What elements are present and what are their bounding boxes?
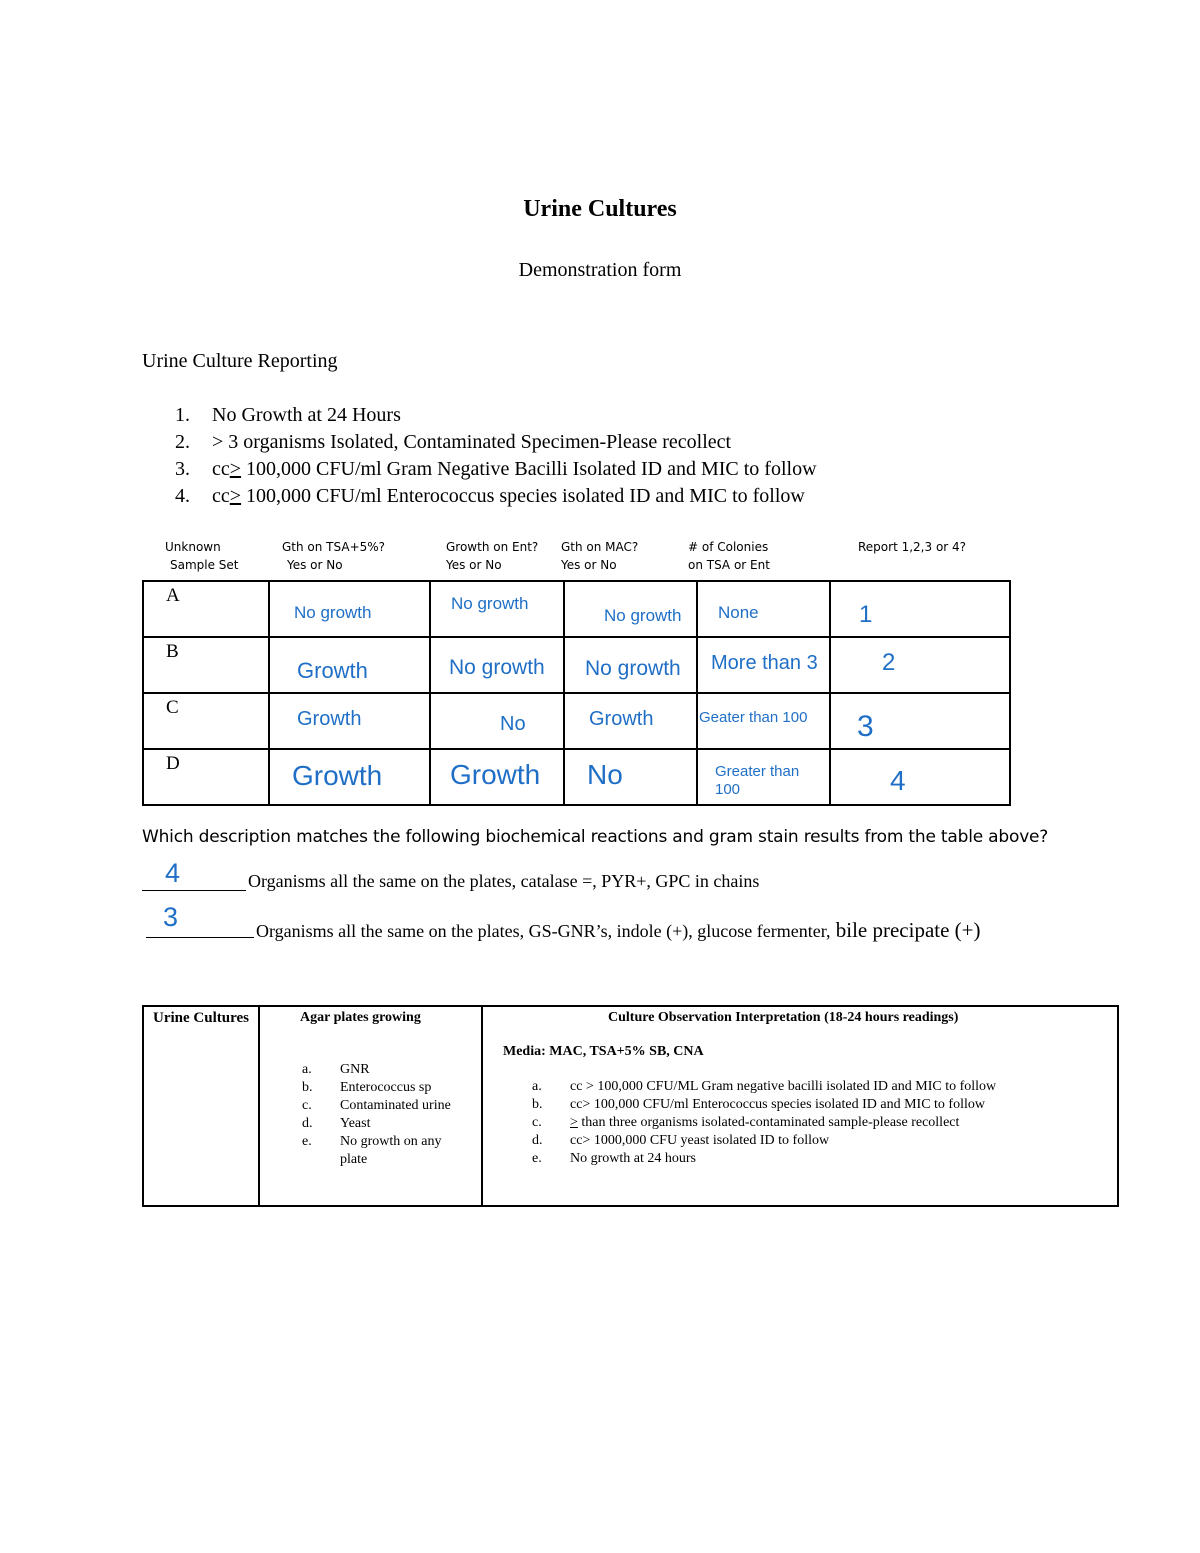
answer-description-2: Organisms all the same on the plates, GS-GNR’s, indole (+), glucose fermenter, bile precipate (+) <box>256 918 981 942</box>
key-agar-column <box>259 1006 482 1206</box>
agar-item: e. No growth on any plate <box>302 1134 442 1167</box>
agar-item: c. Contaminated urine <box>302 1098 451 1113</box>
ent-cell[interactable]: No <box>430 693 564 749</box>
key-interpretation-header: Culture Observation Interpretation (18-24 hours readings) <box>608 1010 959 1025</box>
agar-list <box>302 1061 477 1169</box>
interpretation-item: d. cc> 1000,000 CFU yeast isolated ID to follow <box>532 1133 830 1148</box>
header-gth-on-mac: Gth on MAC? Yes or No <box>561 540 639 572</box>
ent-cell[interactable]: Growth <box>430 749 564 805</box>
answer-value-1: 4 <box>165 858 181 888</box>
interpretation-key-table <box>142 1005 1119 1207</box>
mac-cell[interactable]: Growth <box>564 693 697 749</box>
reporting-codes-list <box>175 402 817 510</box>
answer-value-2: 3 <box>163 902 179 932</box>
agar-item: b. Enterococcus sp <box>302 1080 432 1095</box>
key-media: Media: MAC, TSA+5% SB, CNA <box>503 1044 704 1059</box>
key-urine-cultures-header: Urine Cultures <box>143 1006 259 1206</box>
reporting-code-item: 4. cc> 100,000 CFU/ml Enterococcus species isolated ID and MIC to follow <box>175 485 805 507</box>
sample-table <box>142 580 1011 806</box>
header-gth-on-tsa: Gth on TSA+5%? Yes or No <box>282 540 386 572</box>
interpretation-item: e. No growth at 24 hours <box>532 1151 696 1166</box>
reporting-code-item: 2. > 3 organisms Isolated, Contaminated Specimen-Please recollect <box>175 431 732 453</box>
reporting-code-item: 1. No Growth at 24 Hours <box>175 404 401 426</box>
header-report: Report 1,2,3 or 4? <box>858 540 967 554</box>
tsa-cell[interactable]: Growth <box>269 637 430 693</box>
mac-cell[interactable]: No growth <box>564 581 697 637</box>
reporting-heading: Urine Culture Reporting <box>142 350 338 372</box>
table-row <box>143 693 1010 749</box>
tsa-cell[interactable]: Growth <box>269 693 430 749</box>
row-label: D <box>143 749 269 805</box>
table-row <box>143 581 1010 637</box>
reporting-code-item: 3. cc> 100,000 CFU/ml Gram Negative Bacilli Isolated ID and MIC to follow <box>175 458 817 480</box>
tsa-cell[interactable]: No growth <box>269 581 430 637</box>
ent-cell[interactable]: No growth <box>430 581 564 637</box>
row-label: A <box>143 581 269 637</box>
interpretation-item: b. cc> 100,000 CFU/ml Enterococcus species isolated ID and MIC to follow <box>532 1097 985 1112</box>
table-row <box>143 749 1010 805</box>
key-interpretation-column <box>482 1006 1118 1206</box>
report-cell[interactable]: 3 <box>830 693 1010 749</box>
row-label: B <box>143 637 269 693</box>
colonies-cell[interactable]: More than 3 <box>697 637 830 693</box>
question-prompt: Which description matches the following biochemical reactions and gram stain results from the table above? <box>142 827 1049 847</box>
header-colonies: # of Colonies on TSA or Ent <box>688 540 770 572</box>
colonies-cell[interactable]: Greater than 100 <box>697 749 830 805</box>
page-title: Urine Cultures <box>523 196 677 222</box>
row-label: C <box>143 693 269 749</box>
colonies-cell[interactable]: Geater than 100 <box>697 693 830 749</box>
agar-item: d. Yeast <box>302 1116 371 1131</box>
colonies-cell[interactable]: None <box>697 581 830 637</box>
interpretation-item: c. > than three organisms isolated-contaminated sample-please recollect <box>532 1115 960 1130</box>
header-unknown-sample-set: Unknown Sample Set <box>165 540 239 572</box>
ent-cell[interactable]: No growth <box>430 637 564 693</box>
interpretation-item: a. cc > 100,000 CFU/ML Gram negative bacilli isolated ID and MIC to follow <box>532 1079 997 1094</box>
mac-cell[interactable]: No growth <box>564 637 697 693</box>
answer-blank-2[interactable] <box>146 937 254 938</box>
report-cell[interactable]: 4 <box>830 749 1010 805</box>
header-growth-on-ent: Growth on Ent? Yes or No <box>446 540 539 572</box>
table-row <box>143 637 1010 693</box>
agar-item: a. GNR <box>302 1062 370 1077</box>
answer-blank-1[interactable] <box>142 890 246 891</box>
answer-description-1: Organisms all the same on the plates, catalase =, PYR+, GPC in chains <box>248 871 760 891</box>
mac-cell[interactable]: No <box>564 749 697 805</box>
tsa-cell[interactable]: Growth <box>269 749 430 805</box>
report-cell[interactable]: 1 <box>830 581 1010 637</box>
key-agar-header: Agar plates growing <box>300 1010 421 1025</box>
report-cell[interactable]: 2 <box>830 637 1010 693</box>
page-subtitle: Demonstration form <box>518 259 682 281</box>
interpretation-list <box>532 1078 1113 1168</box>
